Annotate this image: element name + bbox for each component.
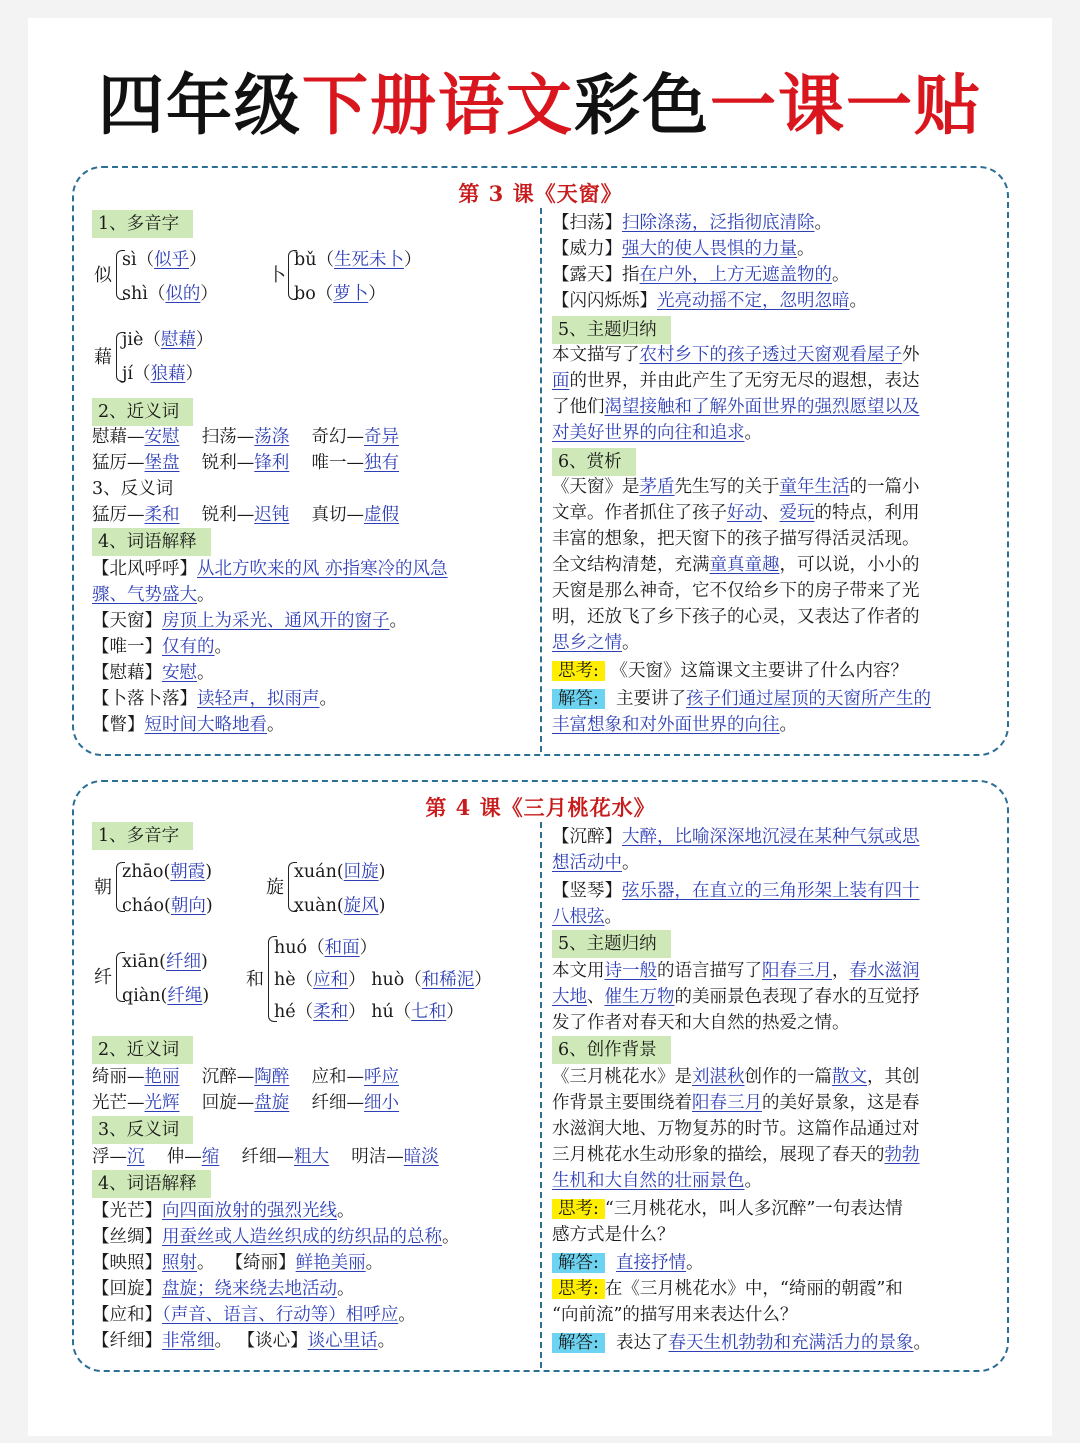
synonym-row: 猛厉—堡盘 锐利—锋利 唯一—独有 — [92, 453, 400, 473]
synonym-row: 光芒—光辉 回旋—盘旋 纤细—细小 — [92, 1093, 400, 1113]
background-text: 生机和大自然的壮丽景色。 — [552, 1171, 762, 1191]
word-def: 【光芒】向四面放射的强烈光线。 — [92, 1201, 355, 1221]
question-label: 思考: — [552, 661, 605, 681]
answer: 丰富想象和对外面世界的向往。 — [552, 715, 797, 735]
theme-text: 大地、催生万物的美丽景色表现了春水的互觉抒 — [552, 987, 920, 1007]
pinyin-line: sì（似乎） — [122, 250, 207, 270]
word-def: 【丝绸】用蚕丝或人造丝织成的纺织品的总称。 — [92, 1227, 460, 1247]
word-def: 【沉醉】大醉，比喻深深地沉浸在某种气氛或思 — [552, 827, 920, 847]
answer-label: 解答: — [552, 689, 605, 709]
page-title: 四年级下册语文彩色一课一贴 — [98, 66, 982, 144]
question-label: 思考: — [552, 1199, 605, 1219]
pinyin-line: xiān(纤细) — [122, 952, 208, 972]
lesson4-title: 第 4 课《三月桃花水》 — [425, 795, 656, 820]
answer-label: 解答: — [552, 1333, 605, 1353]
poly-char: 藉 — [94, 347, 112, 368]
question: 思考: “三月桃花水，叫人多沉醉”一句表达情 — [552, 1196, 903, 1222]
pinyin-line: jiè（慰藉） — [122, 330, 214, 350]
section-heading: 5、主题归纳 — [552, 930, 671, 958]
background-text: 三月桃花水生动形象的描绘，展现了春天的勃勃 — [552, 1145, 920, 1165]
lesson4-card — [72, 780, 1009, 1372]
pinyin-line: jí（狼藉） — [122, 364, 204, 384]
pinyin-line: bǔ（生死未卜） — [294, 250, 422, 270]
synonym-row: 绮丽—艳丽 沉醉—陶醉 应和—呼应 — [92, 1067, 400, 1087]
word-def: 【回旋】盘旋；绕来绕去地活动。 — [92, 1279, 355, 1299]
word-def: 八根弦。 — [552, 907, 622, 927]
word-def: 【慰藉】安慰。 — [92, 663, 215, 683]
appreciation-text: 思乡之情。 — [552, 633, 640, 653]
word-def: 【闪闪烁烁】光亮动摇不定，忽明忽暗。 — [552, 291, 867, 311]
background-text: 水滋润大地、万物复苏的时节。这篇作品通过对 — [552, 1119, 920, 1139]
poly-char: 和 — [246, 969, 264, 990]
section-heading: 4、词语解释 — [92, 528, 211, 556]
question-label: 思考: — [552, 1279, 605, 1299]
word-def: 【扫荡】扫除涤荡，泛指彻底清除。 — [552, 213, 832, 233]
appreciation-text: 全文结构清楚，充满童真童趣，可以说，小小的 — [552, 555, 920, 575]
pinyin-line: cháo(朝向) — [122, 896, 213, 916]
word-def: 【露天】指在户外，上方无遮盖物的。 — [552, 265, 850, 285]
word-def: 【北风呼呼】从北方吹来的风 亦指寒冷的风急 — [92, 559, 448, 579]
section-heading: 4、词语解释 — [92, 1170, 211, 1198]
appreciation-text: 丰富的想象，把天窗下的孩子描写得活灵活现。 — [552, 529, 920, 549]
word-def: 想活动中。 — [552, 853, 640, 873]
poly-char: 卜 — [268, 265, 286, 286]
poly-char: 朝 — [94, 877, 112, 898]
lesson3-card — [72, 166, 1009, 756]
answer: 解答: 表达了春天生机勃勃和充满活力的景象。 — [552, 1330, 931, 1356]
theme-text: 面的世界，并由此产生了无穷无尽的遐想，表达 — [552, 371, 920, 391]
word-def: 【卜落卜落】读轻声，拟雨声。 — [92, 689, 337, 709]
theme-text: 本文描写了农村乡下的孩子透过天窗观看屋子外 — [552, 345, 920, 365]
word-def: 【应和】（声音、语言、行动等）相呼应。 — [92, 1305, 416, 1325]
section-heading: 3、反义词 — [92, 1116, 193, 1144]
section-heading: 6、创作背景 — [552, 1036, 671, 1064]
theme-text: 发了作者对春天和大自然的热爱之情。 — [552, 1013, 850, 1033]
poly-char: 似 — [94, 265, 112, 286]
antonym-row: 猛厉—柔和 锐利—迟钝 真切—虚假 — [92, 505, 400, 525]
lesson3-left — [92, 208, 532, 752]
word-def: 【瞥】短时间大略地看。 — [92, 715, 285, 735]
pinyin-line: shì（似的） — [122, 284, 218, 304]
section-heading-plain: 3、反义词 — [92, 479, 174, 499]
column-divider — [540, 208, 542, 752]
pinyin-line: huó（和面） — [274, 938, 378, 958]
poly-char: 纤 — [94, 967, 112, 988]
question: “向前流”的描写用来表达什么？ — [552, 1305, 798, 1325]
word-def: 【纤细】非常细。 【谈心】谈心里话。 — [92, 1331, 396, 1351]
pinyin-line: zhāo(朝霞) — [122, 862, 213, 882]
question: 思考: 《天窗》这篇课文主要讲了什么内容？ — [552, 658, 908, 684]
pinyin-line: bo（萝卜） — [294, 284, 386, 304]
lesson3-right — [552, 208, 992, 752]
word-def: 【天窗】房顶上为采光、通风开的窗子。 — [92, 611, 407, 631]
theme-text: 本文用诗一般的语言描写了阳春三月，春水滋润 — [552, 961, 920, 981]
background-text: 作背景主要围绕着阳春三月的美好景象，这是春 — [552, 1093, 920, 1113]
poly-char: 旋 — [266, 877, 284, 898]
word-def: 【威力】强大的使人畏惧的力量。 — [552, 239, 815, 259]
answer: 解答: 直接抒情。 — [552, 1250, 704, 1276]
section-heading: 1、多音字 — [92, 822, 193, 850]
pinyin-line: xuán(回旋) — [294, 862, 386, 882]
word-def: 【唯一】仅有的。 — [92, 637, 232, 657]
column-divider — [540, 822, 542, 1368]
lesson4-right — [552, 822, 992, 1368]
answer: 解答: 主要讲了孩子们通过屋顶的天窗所产生的 — [552, 686, 931, 712]
synonym-row: 慰藉—安慰 扫荡—荡涤 奇幻—奇异 — [92, 427, 400, 447]
pinyin-line: qiàn(纤绳) — [122, 986, 210, 1006]
pinyin-line: xuàn(旋风) — [294, 896, 386, 916]
appreciation-text: 天窗是那么神奇，它不仅给乡下的房子带来了光 — [552, 581, 920, 601]
appreciation-text: 文章。作者抓住了孩子好动、爱玩的特点，利用 — [552, 503, 920, 523]
theme-text: 对美好世界的向往和追求。 — [552, 423, 762, 443]
section-heading: 6、赏析 — [552, 448, 636, 476]
question: 感方式是什么？ — [552, 1225, 675, 1245]
section-heading: 2、近义词 — [92, 1036, 193, 1064]
appreciation-text: 明，还放飞了乡下孩子的心灵，又表达了作者的 — [552, 607, 920, 627]
pinyin-line: hè（应和） huò（和稀泥） — [274, 970, 492, 990]
section-heading: 2、近义词 — [92, 398, 193, 426]
word-def: 骤、气势盛大。 — [92, 585, 215, 605]
section-heading: 5、主题归纳 — [552, 316, 671, 344]
lesson4-left — [92, 822, 532, 1368]
question: 思考: 在《三月桃花水》中，“绮丽的朝霞”和 — [552, 1276, 903, 1302]
antonym-row: 浮—沉 伸—缩 纤细—粗大 明洁—暗淡 — [92, 1147, 439, 1167]
pinyin-line: hé（柔和） hú（七和） — [274, 1002, 464, 1022]
word-def: 【映照】照射。 【绮丽】鲜艳美丽。 — [92, 1253, 384, 1273]
appreciation-text: 《天窗》是茅盾先生写的关于童年生活的一篇小 — [552, 477, 920, 497]
background-text: 《三月桃花水》是刘湛秋创作的一篇散文，其创 — [552, 1067, 920, 1087]
word-def: 【竖琴】弦乐器，在直立的三角形架上装有四十 — [552, 881, 920, 901]
theme-text: 了他们渴望接触和了解外面世界的强烈愿望以及 — [552, 397, 920, 417]
answer-label: 解答: — [552, 1253, 605, 1273]
section-heading: 1、多音字 — [92, 210, 193, 238]
lesson3-title: 第 3 课《天窗》 — [458, 181, 623, 206]
